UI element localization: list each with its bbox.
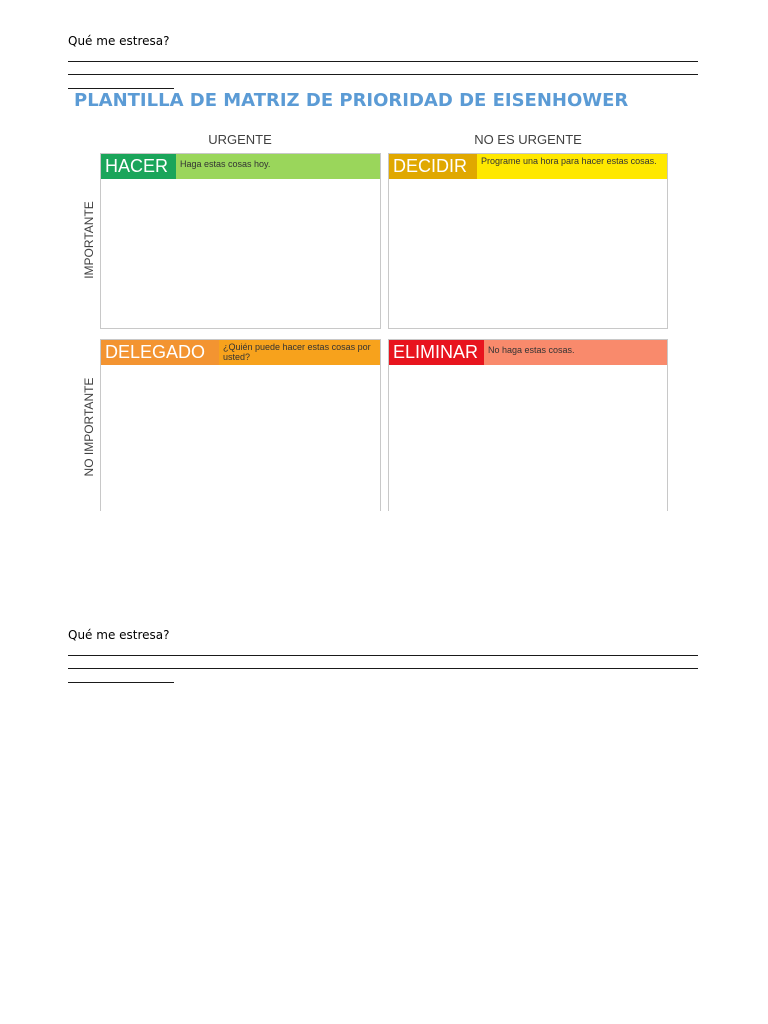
- column-header-urgent: URGENTE: [208, 132, 272, 147]
- quadrant-do: [100, 153, 381, 329]
- quadrant-label: ELIMINAR: [389, 340, 484, 365]
- quadrant-header: [101, 154, 380, 179]
- row-header-not-important: NO IMPORTANTE: [82, 377, 96, 477]
- quadrant-note: ¿Quién puede hacer estas cosas por usted?: [219, 340, 380, 365]
- row-header-important: IMPORTANTE: [82, 201, 96, 279]
- answer-line: [68, 682, 174, 683]
- answer-line: [68, 668, 698, 669]
- column-header-not-urgent: NO ES URGENTE: [474, 132, 582, 147]
- quadrant-label: HACER: [101, 154, 176, 179]
- answer-line: [68, 74, 698, 75]
- quadrant-note: Haga estas cosas hoy.: [176, 154, 380, 179]
- quadrant-note: No haga estas cosas.: [484, 340, 667, 365]
- answer-line: [68, 61, 698, 62]
- quadrant-label: DECIDIR: [389, 154, 477, 179]
- question-label: Qué me estresa?: [68, 628, 170, 642]
- quadrant-header: [101, 340, 380, 365]
- quadrant-note: Programe una hora para hacer estas cosas.: [477, 154, 667, 179]
- quadrant-header: [389, 154, 667, 179]
- question-label: Qué me estresa?: [68, 34, 170, 48]
- matrix-title: PLANTILLA DE MATRIZ DE PRIORIDAD DE EISENHOWER: [74, 90, 629, 111]
- answer-line: [68, 655, 698, 656]
- answer-line: [68, 88, 174, 89]
- quadrant-eliminate: [388, 339, 668, 511]
- quadrant-header: [389, 340, 667, 365]
- quadrant-label: DELEGADO: [101, 340, 219, 365]
- quadrant-decide: [388, 153, 668, 329]
- quadrant-delegate: [100, 339, 381, 511]
